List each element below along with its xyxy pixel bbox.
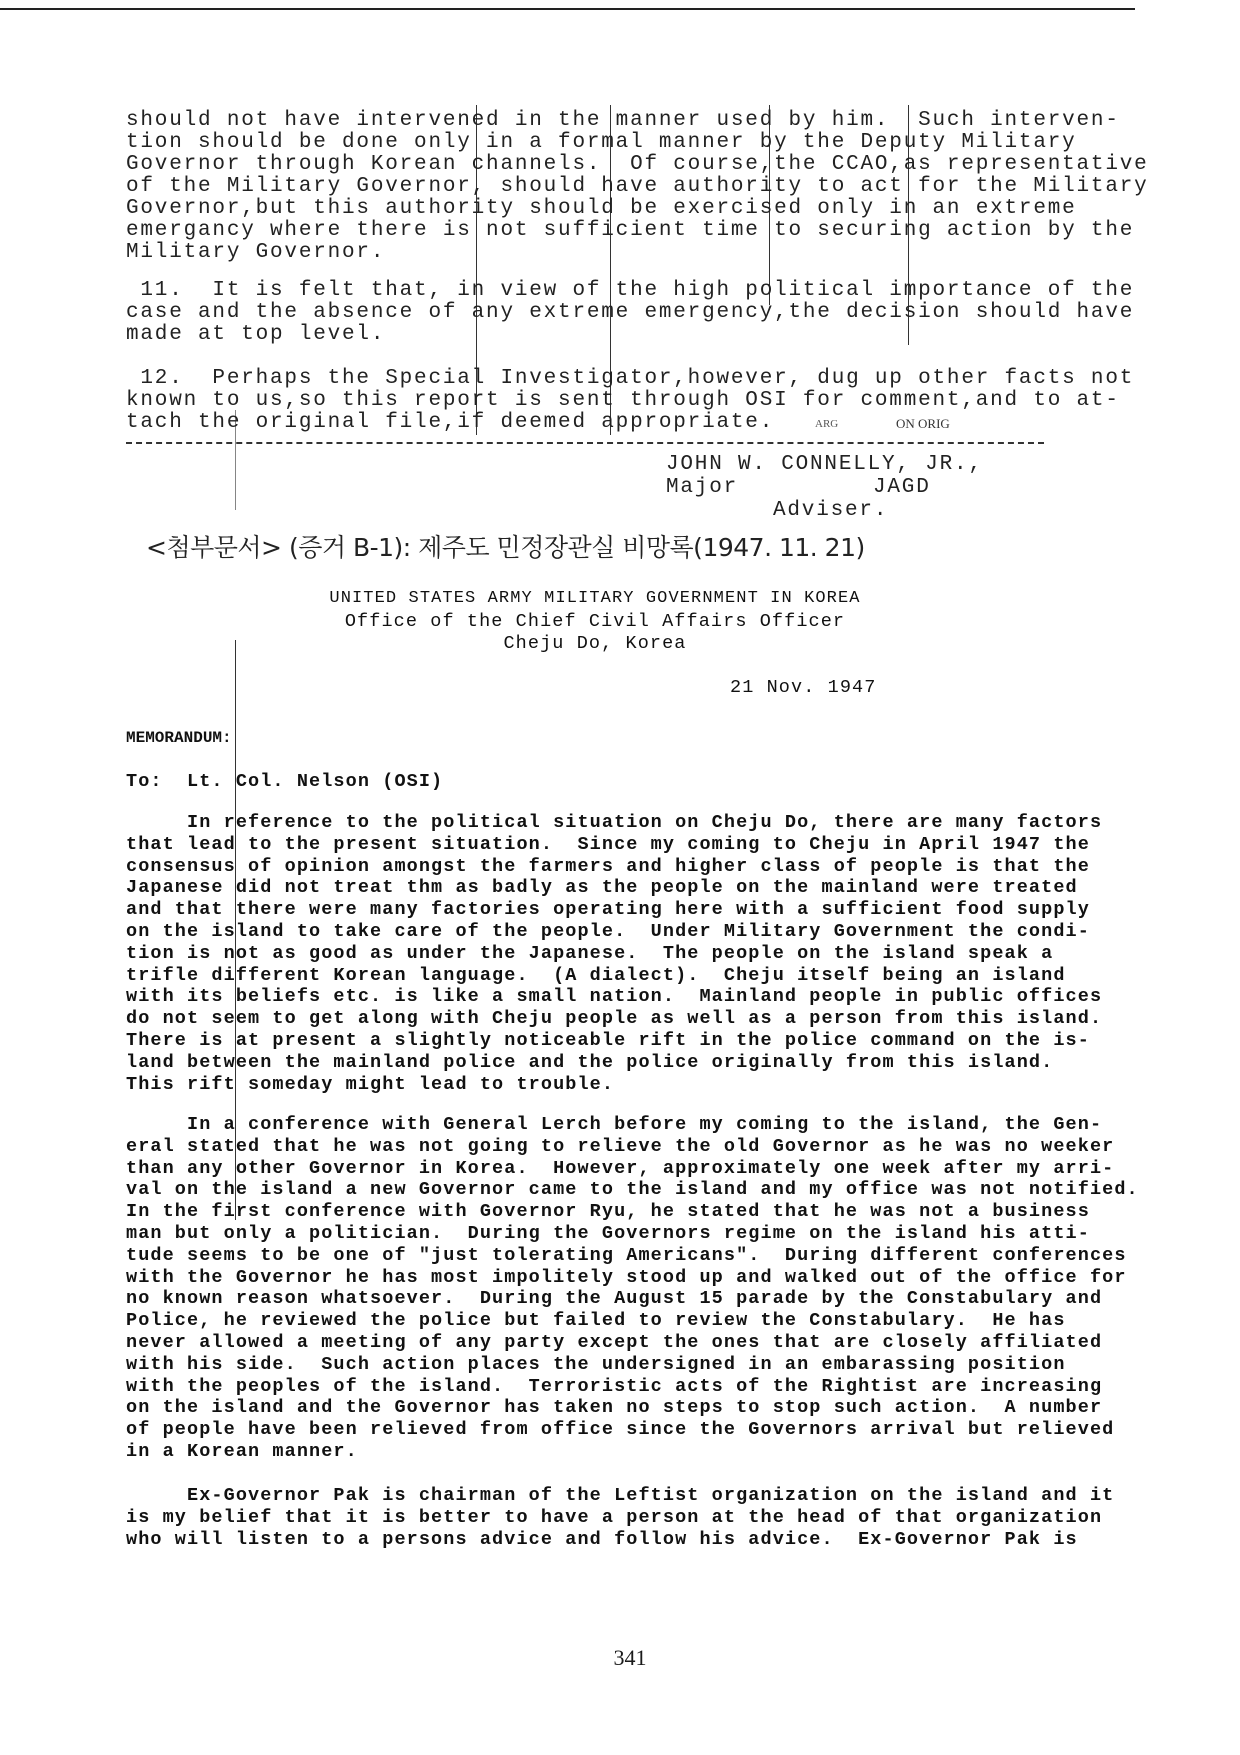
memo-date: 21 Nov. 1947 bbox=[730, 677, 877, 698]
memo-recipient: To: Lt. Col. Nelson (OSI) bbox=[126, 771, 444, 792]
paragraph-11: 11. It is felt that, in view of the high political importance of the case and the absence of any extreme emergency,the decision should have made at top level. bbox=[126, 279, 1135, 346]
signature-rank: Major bbox=[666, 476, 739, 499]
signature-title: Adviser. bbox=[773, 499, 889, 522]
divider-line bbox=[126, 442, 1044, 444]
letterhead-line-2: Office of the Chief Civil Affairs Officer bbox=[344, 611, 846, 632]
paragraph-10: should not have intervened in the manner used by him. Such interven- tion should be done only in a formal manner by the Deputy Military Governor through Korean channels. Of course,the CCAO,as representative of the Military Governor, should have authority to act for the Military Governor,but this authority should be exercised only in an extreme emergancy where there is not sufficient time to securing action by the Military Governor. bbox=[126, 109, 1149, 264]
top-border-line bbox=[0, 8, 1135, 10]
signature-name: JOHN W. CONNELLY, JR., bbox=[666, 453, 983, 476]
attachment-heading: <첨부문서> (증거 B-1): 제주도 민정장관실 비망록(1947. 11. 21) bbox=[146, 533, 865, 562]
stamp-mark: ON ORIG bbox=[896, 416, 950, 431]
page-number: 341 bbox=[613, 1645, 647, 1670]
letterhead-line-1: UNITED STATES ARMY MILITARY GOVERNMENT IN KOREA bbox=[329, 589, 861, 608]
body-paragraph-3: Ex-Governor Pak is chairman of the Leftist organization on the island and it is my belief that it is better to have a person at the head of that organization who will listen to a persons advice and follow his advice. Ex-Governor Pak is bbox=[126, 1485, 1115, 1550]
memo-label: MEMORANDUM: bbox=[126, 729, 232, 747]
letterhead-line-3: Cheju Do, Korea bbox=[503, 633, 687, 654]
signature-branch: JAGD bbox=[873, 476, 931, 499]
paragraph-12: 12. Perhaps the Special Investigator,however, dug up other facts not known to us,so this report is sent through OSI for comment,and to at- tach the original file,if deemed appropriate. bbox=[126, 367, 1135, 434]
body-paragraph-2: In a conference with General Lerch before my coming to the island, the Gen- eral stated that he was not going to relieve the old Governor as he was no weeker than any other Governor in Korea. However, approximately one week after my arri- val on the island a new Governor came to the island and my office was not notified. In the first conference with Governor Ryu, he stated that he was not a business man but only a politician. During the Governors regime on the island his atti- tude seems to be one of "just tolerating Americans". During different conferences with the Governor he has most impolitely stood up and walked out of the office for no known reason whatsoever. During the August 15 parade by the Constabulary and Police, he reviewed the police but failed to review the Constabulary. He has never allowed a meeting of any party except the ones that are closely affiliated with his side. Such action places the undersigned in an embarassing position with the peoples of the island. Terroristic acts of the Rightist are increasing on the island and the Governor has taken no steps to stop such action. A number of people have been relieved from office since the Governors arrival but relieved in a Korean manner. bbox=[126, 1114, 1139, 1462]
body-paragraph-1: In reference to the political situation on Cheju Do, there are many factors that lead to the present situation. Since my coming to Cheju in April 1947 the consensus of opinion amongst the farmers and higher class of people is that the Japanese did not treat thm as badly as the people on the mainland were treated and that there were many factories operating here with a sufficient food supply on the island to take care of the people. Under Military Government the condi- tion is not as good as under the Japanese. The people on the island speak a trifle different Korean language. (A dialect). Cheju itself being an island with its beliefs etc. is like a small nation. Mainland people in public offices do not seem to get along with Cheju people as well as a person from this island. There is at present a slightly noticeable rift in the police command on the is- land between the mainland police and the police originally from this island. This rift someday might lead to trouble. bbox=[126, 812, 1103, 1095]
stamp-mark: ARG bbox=[815, 418, 839, 430]
